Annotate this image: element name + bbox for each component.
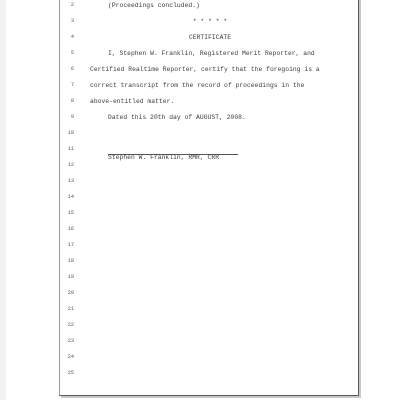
certificate-body-line: above-entitled matter. (90, 97, 175, 105)
line-number: 3 (70, 18, 74, 24)
line-number: 6 (70, 66, 74, 72)
transcript-page (59, 0, 359, 396)
line-number: 9 (70, 114, 74, 120)
line-number: 12 (67, 162, 74, 168)
dated-line: Dated this 20th day of AUGUST, 2008. (108, 113, 246, 121)
line-number: 2 (70, 2, 74, 8)
certificate-body-line: correct transcript from the record of proceedings in the (90, 81, 305, 89)
line-number: 20 (67, 290, 74, 296)
line-number: 17 (67, 242, 74, 248)
line-number: 10 (67, 130, 74, 136)
certificate-body-line: I, Stephen W. Franklin, Registered Merit Reporter, and (108, 49, 315, 57)
certificate-heading: CERTIFICATE (188, 33, 232, 41)
certificate-body-line: Certified Realtime Reporter, certify that the foregoing is a (90, 65, 320, 73)
line-number: 18 (67, 258, 74, 264)
transcript-text (60, 0, 358, 395)
viewer-background (0, 0, 6, 400)
line-number: 21 (67, 306, 74, 312)
line-number: 7 (70, 82, 74, 88)
line-number: 23 (67, 338, 74, 344)
reporter-signature-name: Stephen W. Franklin, RMR, CRR (108, 153, 220, 161)
line-number: 4 (70, 34, 74, 40)
line-number: 13 (67, 178, 74, 184)
proceedings-concluded-line: (Proceedings concluded.) (108, 1, 200, 9)
line-number: 5 (70, 50, 74, 56)
line-number: 19 (67, 274, 74, 280)
line-number: 22 (67, 322, 74, 328)
line-number: 25 (67, 370, 74, 376)
line-number: 14 (67, 194, 74, 200)
line-number: 11 (67, 146, 74, 152)
line-number: 8 (70, 98, 74, 104)
line-number: 15 (67, 210, 74, 216)
asterisks-separator: * * * * * (192, 17, 228, 25)
line-number: 24 (67, 354, 74, 360)
line-number: 16 (67, 226, 74, 232)
